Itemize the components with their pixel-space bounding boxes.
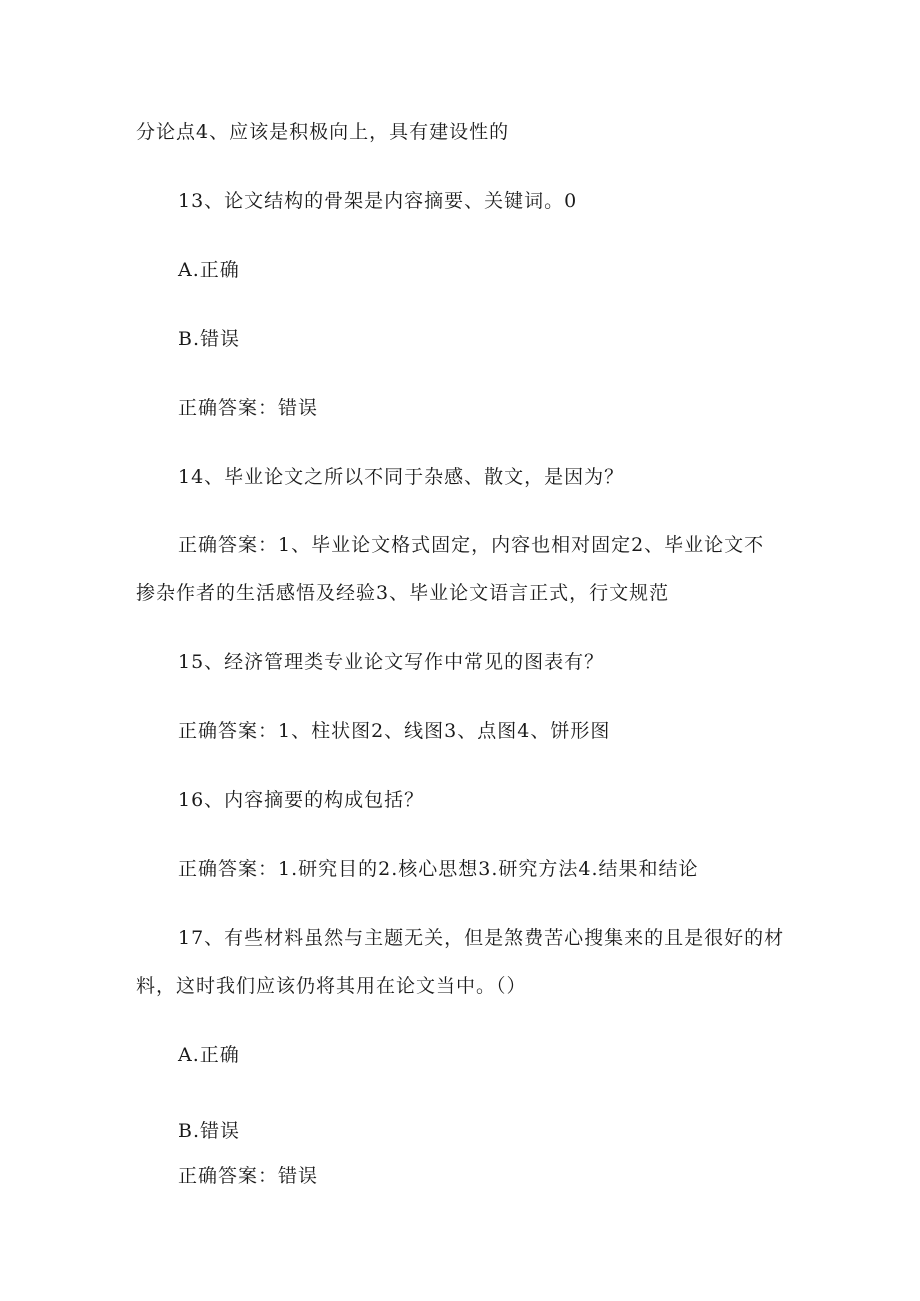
question-13-option-b: B.错误 xyxy=(178,328,241,350)
question-16-answer: 正确答案：1.研究目的2.核心思想3.研究方法4.结果和结论 xyxy=(178,858,699,880)
question-15: 15、经济管理类专业论文写作中常见的图表有？ xyxy=(178,651,605,673)
question-17: 17、有些材料虽然与主题无关，但是煞费苦心搜集来的且是很好的材 xyxy=(178,927,785,949)
question-17-cont: 料，这时我们应该仍将其用在论文当中。（） xyxy=(136,975,527,997)
text-line-sub-argument: 分论点4、应该是积极向上，具有建设性的 xyxy=(136,121,510,143)
question-17-option-b: B.错误 xyxy=(178,1120,241,1142)
question-17-option-a: A.正确 xyxy=(178,1044,240,1066)
question-14: 14、毕业论文之所以不同于杂感、散文，是因为？ xyxy=(178,466,625,488)
question-17-answer: 正确答案：错误 xyxy=(178,1165,319,1187)
question-14-answer: 正确答案：1、毕业论文格式固定，内容也相对固定2、毕业论文不 xyxy=(178,534,765,556)
question-16: 16、内容摘要的构成包括？ xyxy=(178,789,425,811)
question-13-answer: 正确答案：错误 xyxy=(178,397,319,419)
question-13-option-a: A.正确 xyxy=(178,259,240,281)
question-15-answer: 正确答案：1、柱状图2、线图3、点图4、饼形图 xyxy=(178,720,611,742)
question-14-answer-cont: 掺杂作者的生活感悟及经验3、毕业论文语言正式，行文规范 xyxy=(136,582,670,604)
question-13: 13、论文结构的骨架是内容摘要、关键词。0 xyxy=(178,190,578,212)
